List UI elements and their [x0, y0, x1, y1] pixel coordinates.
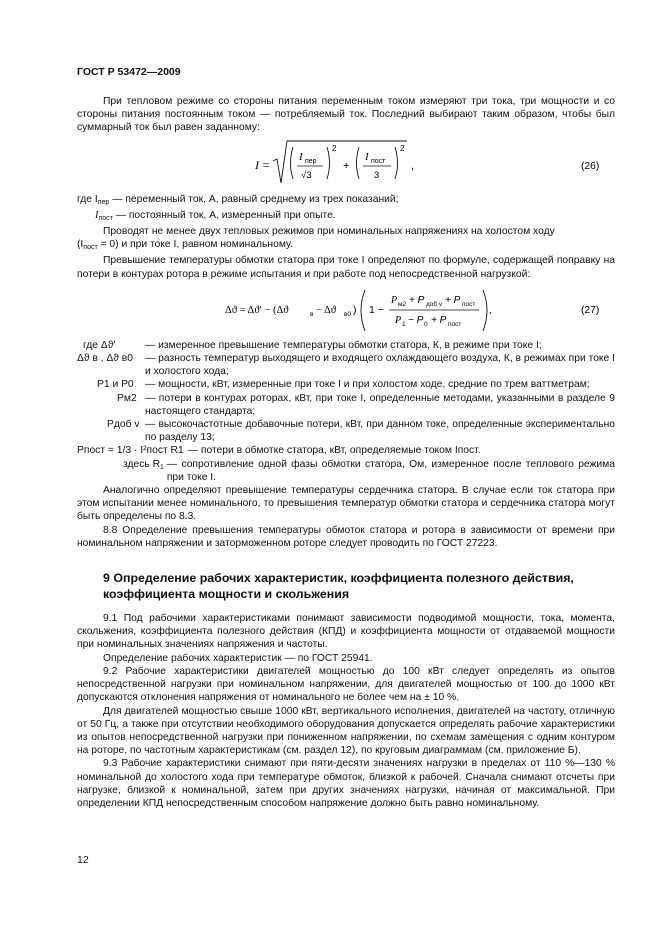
definition-delta-air	[77, 352, 615, 378]
eq26-exp-1: 2	[332, 143, 337, 153]
definition-text: — разность температур выходящего и входящего охлаждающего воздуха, К, в режимах при токе I и холостого хода;	[145, 353, 615, 378]
definition-symbol: P1 и P0	[97, 379, 134, 391]
eq26-paren-right-1	[327, 147, 330, 179]
eq26-paren-right-2	[395, 147, 398, 179]
def-ipost-symbol: I	[95, 209, 99, 221]
definition-pm2	[77, 392, 615, 418]
definition-symbol	[123, 458, 167, 474]
equation-26	[77, 139, 615, 189]
eq27-den-sub2: 0	[424, 320, 428, 328]
paragraph-9-1: 9.1 Под рабочими характеристиками понимают зависимости подводимой мощности, тока, момента, скольжения, коэффициента полезного действия (КПД) и коэффициента мощности от отдаваемой мощности при номинальных значениях напряжения и частоты.	[77, 613, 615, 651]
paragraph-two-modes: Проводят не менее двух тепловых режимов при номинальных напряжениях на холостом ходу	[103, 226, 555, 238]
eq27-lhs: Δϑ = Δϑ′ − (Δϑ	[225, 304, 289, 316]
eq26-lhs: I =	[255, 157, 271, 172]
eq27-paren: )	[353, 303, 357, 316]
paragraph-9-1-ref: Определение рабочих характеристик — по ГОСТ 25941.	[103, 652, 373, 664]
definition-symbol: Pдоб v	[107, 419, 140, 431]
eq27-den-sub3: пост	[448, 320, 462, 328]
definition-symbol: Δϑ в , Δϑ в0	[77, 353, 133, 365]
eq26-ipost-sub: пост	[371, 157, 386, 165]
eq26-exp-2: 2	[400, 143, 405, 153]
definition-symbol: Pм2	[117, 392, 137, 404]
definition-text: — потери в контурах роторах, кВт, при токе I, определенные методами, указанными в разделе 9 настоящего стандарта;	[145, 392, 615, 417]
document-body	[77, 95, 615, 810]
def-r1-symbol: здесь R	[123, 458, 161, 470]
definition-ipost	[77, 209, 615, 225]
paragraph-8-8: 8.8 Определение превышения температуры обмоток статора и ротора в зависимости от времени при номинальном напряжении и заторможенном роторе следует проводить по ГОСТ 27223.	[77, 524, 615, 549]
eq27-number: (27)	[581, 304, 600, 316]
paragraph-9-3: 9.3 Рабочие характеристики снимают при пяти-десяти значениях нагрузки в пределах от 110 %—130 % номинальной до холостого хода при температуре обмоток, близкой к рабочей. Сначала снимают отсчеты при нагрузке, близкой к номинальной, затем при других значениях нагрузки, начиная от максимальной. При определении КПД непосредственным способом напряжение должно быть равно номинальному.	[77, 758, 615, 809]
eq26-three: 3	[374, 169, 380, 181]
equation-26-graphic	[77, 139, 615, 189]
paragraph-winding-temperature: Превышение температуры обмотки статора при токе I определяют по формуле, содержащей поправку на потери в контурах ротора в режиме испытания и при работе под непосредственной нагрузкой:	[77, 255, 615, 280]
eq27-num-plus: + P	[409, 294, 425, 306]
eq27-num-sub3: пост	[462, 300, 476, 308]
equation-27	[77, 285, 615, 335]
equation-27-graphic	[77, 285, 615, 335]
eq27-num-p: P	[391, 294, 398, 306]
page-number: 12	[77, 854, 89, 866]
eq26-definitions	[77, 193, 615, 225]
eq27-minus: − Δϑ	[316, 304, 336, 316]
eq27-den-minus: − P	[408, 314, 424, 326]
eq27-den-p: P	[395, 314, 402, 326]
def-ipost-sub: пост	[98, 214, 113, 222]
eq27-den-plus: + P	[431, 314, 447, 326]
def-iper-symbol: где I	[77, 193, 98, 205]
definition-text: — измеренное превышение температуры обмотки статора, К, в режиме при токе I;	[145, 339, 542, 351]
definition-text: — сопротивление одной фазы обмотки статора, Ом, измеренное после теплового режима при токе I.	[166, 458, 615, 483]
def-iper-sub: пер	[97, 198, 110, 206]
eq27-num-plus2: + P	[445, 294, 461, 306]
eq26-sqrt3: √3	[301, 169, 312, 181]
definition-iper	[77, 193, 615, 209]
para2b-rest: = 0) и при токе I, равном номинальному.	[100, 239, 293, 251]
paragraph-core-temperature: Аналогично определяют превышение температуры сердечника статора. В случае если ток статора при этом испытании менее номинального, то превышения температур обмотки статора и сердечника статора могут быть определены по 8.3.	[77, 485, 615, 523]
def-r1-sub: 1	[160, 463, 164, 471]
eq26-ipost: I	[365, 150, 369, 163]
para2b-open: (I	[77, 239, 84, 251]
eq27-comma: ,	[489, 303, 492, 316]
eq26-iper: I	[299, 150, 303, 163]
eq27-definitions	[77, 339, 615, 484]
eq27-num-sub1: м2	[398, 300, 407, 308]
definition-text: — мощности, кВт, измеренные при токе I и при холостом ходе, средние по трем ваттметрам;	[145, 379, 590, 391]
paragraph-9-2: 9.2 Рабочие характеристики двигателей мощностью до 100 кВт следует определять из опытов непосредственной нагрузки при номинальном напряжении, для двигателей мощностью от 100 до 1000 кВт допускаются отклонения напряжения от номинального не более чем на ± 10 %.	[77, 665, 615, 704]
eq27-big-paren-right	[483, 290, 487, 331]
eq26-plus: +	[343, 159, 350, 172]
definition-symbol	[77, 193, 112, 209]
definition-ppost	[77, 444, 615, 457]
page-header: ГОСТ Р 53472—2009	[77, 66, 181, 78]
para2b-sub: пост	[83, 244, 98, 252]
eq26-iper-sub: пер	[305, 157, 317, 165]
eq27-sub-v0: в0	[344, 310, 352, 318]
eq27-big-paren-left	[361, 290, 365, 331]
definition-symbol: где Δϑ′	[83, 339, 116, 351]
eq27-num-sub2: доб v	[426, 300, 443, 308]
definition-pdob	[77, 418, 615, 444]
definition-text: — потери в обмотке статора, кВт, определяемые током Iпост.	[187, 445, 481, 457]
eq26-paren-left-1	[291, 147, 294, 179]
paragraph-two-modes-cont	[77, 238, 615, 254]
eq26-number: (26)	[581, 160, 600, 172]
paragraph-9-2-cont: Для двигателей мощностью свыше 1000 кВт, вертикального исполнения, двигателей на частоту, отличную от 50 Гц, а также при отсутствии необходимого оборудования допускается определять рабочие характеристики из опытов непосредственной нагрузки при пониженном напряжении, по схемам замещения с одним контуром на роторе, по частотным характеристикам (см. раздел 12), по круговым диаграммам (см. приложение Б).	[77, 705, 615, 757]
eq27-den-sub1: 1	[402, 320, 406, 328]
definition-r1	[77, 458, 615, 484]
definition-symbol	[95, 209, 116, 225]
definition-text: — постоянный ток, А, измеренный при опыте.	[115, 209, 336, 221]
definition-p1-p0	[77, 378, 615, 391]
definition-text: — переменный ток, А, равный среднему из трех показаний;	[112, 193, 399, 205]
paragraph-thermal-mode: При тепловом режиме со стороны питания переменным током измеряют три тока, три мощности и со стороны питания постоянным током — потребляемый ток. Последний выбирают таким образом, чтобы был суммарный ток был равен заданному:	[77, 96, 615, 134]
eq26-comma: ,	[411, 159, 415, 172]
definition-delta-theta	[77, 339, 615, 352]
eq27-one: 1 −	[369, 303, 384, 316]
definition-symbol: Pпост = 1/3 · I²пост R1	[77, 445, 184, 457]
eq26-paren-left-2	[357, 147, 360, 179]
definition-text: — высокочастотные добавочные потери, кВт, при данном токе, определенные экспериментально по разделу 13;	[145, 419, 615, 444]
eq27-sub-v: в	[310, 310, 314, 318]
section-9-heading: 9 Определение рабочих характеристик, коэффициента полезного действия, коэффициента мощности и скольжения	[103, 571, 574, 602]
